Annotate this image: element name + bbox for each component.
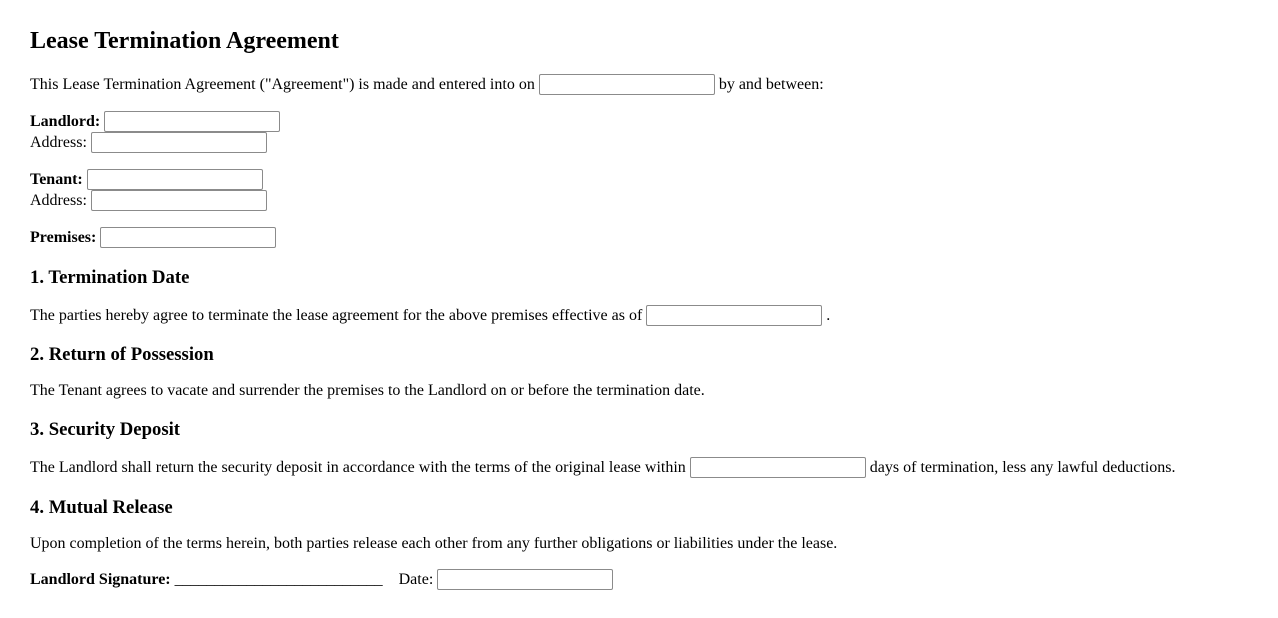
landlord-block [30, 111, 1248, 153]
security-deposit-text-after: days of termination, less any lawful deductions. [869, 459, 1176, 477]
security-deposit-paragraph [30, 457, 1248, 478]
mutual-release-paragraph [30, 535, 1248, 553]
page-title: Lease Termination Agreement [30, 28, 339, 54]
tenant-label: Tenant: [30, 171, 83, 188]
section-heading-mutual-release: 4. Mutual Release [30, 496, 173, 518]
intro-paragraph [30, 74, 1248, 95]
section-heading-termination-date: 1. Termination Date [30, 266, 190, 288]
return-of-possession-text: The Tenant agrees to vacate and surrender the premises to the Landlord on or before the termination date. [30, 382, 705, 400]
tenant-name-input[interactable] [87, 169, 263, 190]
signature-date-label: Date: [398, 570, 434, 588]
agreement-date-input[interactable] [539, 74, 715, 95]
landlord-address-label: Address: [30, 134, 87, 151]
premises-block [30, 227, 1248, 248]
intro-text-after: by and between: [718, 76, 824, 93]
premises-input[interactable] [100, 227, 276, 248]
intro-text-before: This Lease Termination Agreement ("Agreement") is made and entered into on [30, 76, 535, 93]
signature-date-input[interactable] [437, 569, 613, 590]
return-of-possession-paragraph [30, 382, 1248, 400]
landlord-label: Landlord: [30, 113, 101, 130]
landlord-signature-line: __________________________ [174, 570, 383, 588]
section-heading-return-of-possession: 2. Return of Possession [30, 344, 214, 366]
termination-date-paragraph [30, 305, 1248, 326]
landlord-address-input[interactable] [91, 132, 267, 153]
landlord-signature-label: Landlord Signature: [30, 570, 171, 588]
tenant-address-label: Address: [30, 192, 87, 209]
tenant-block [30, 169, 1248, 211]
security-deposit-text-before: The Landlord shall return the security deposit in accordance with the terms of the original lease within [30, 459, 686, 477]
mutual-release-text: Upon completion of the terms herein, both parties release each other from any further obligations or liabilities under the lease. [30, 534, 838, 552]
section-heading-security-deposit: 3. Security Deposit [30, 419, 181, 441]
premises-label: Premises: [30, 229, 97, 246]
tenant-address-input[interactable] [91, 190, 267, 211]
landlord-name-input[interactable] [104, 111, 280, 132]
security-deposit-days-input[interactable] [690, 457, 866, 478]
termination-date-text-after: . [826, 306, 831, 324]
signature-row [30, 569, 1248, 590]
termination-date-text-before: The parties hereby agree to terminate the lease agreement for the above premises effective as of [30, 306, 643, 324]
termination-date-input[interactable] [646, 305, 822, 326]
